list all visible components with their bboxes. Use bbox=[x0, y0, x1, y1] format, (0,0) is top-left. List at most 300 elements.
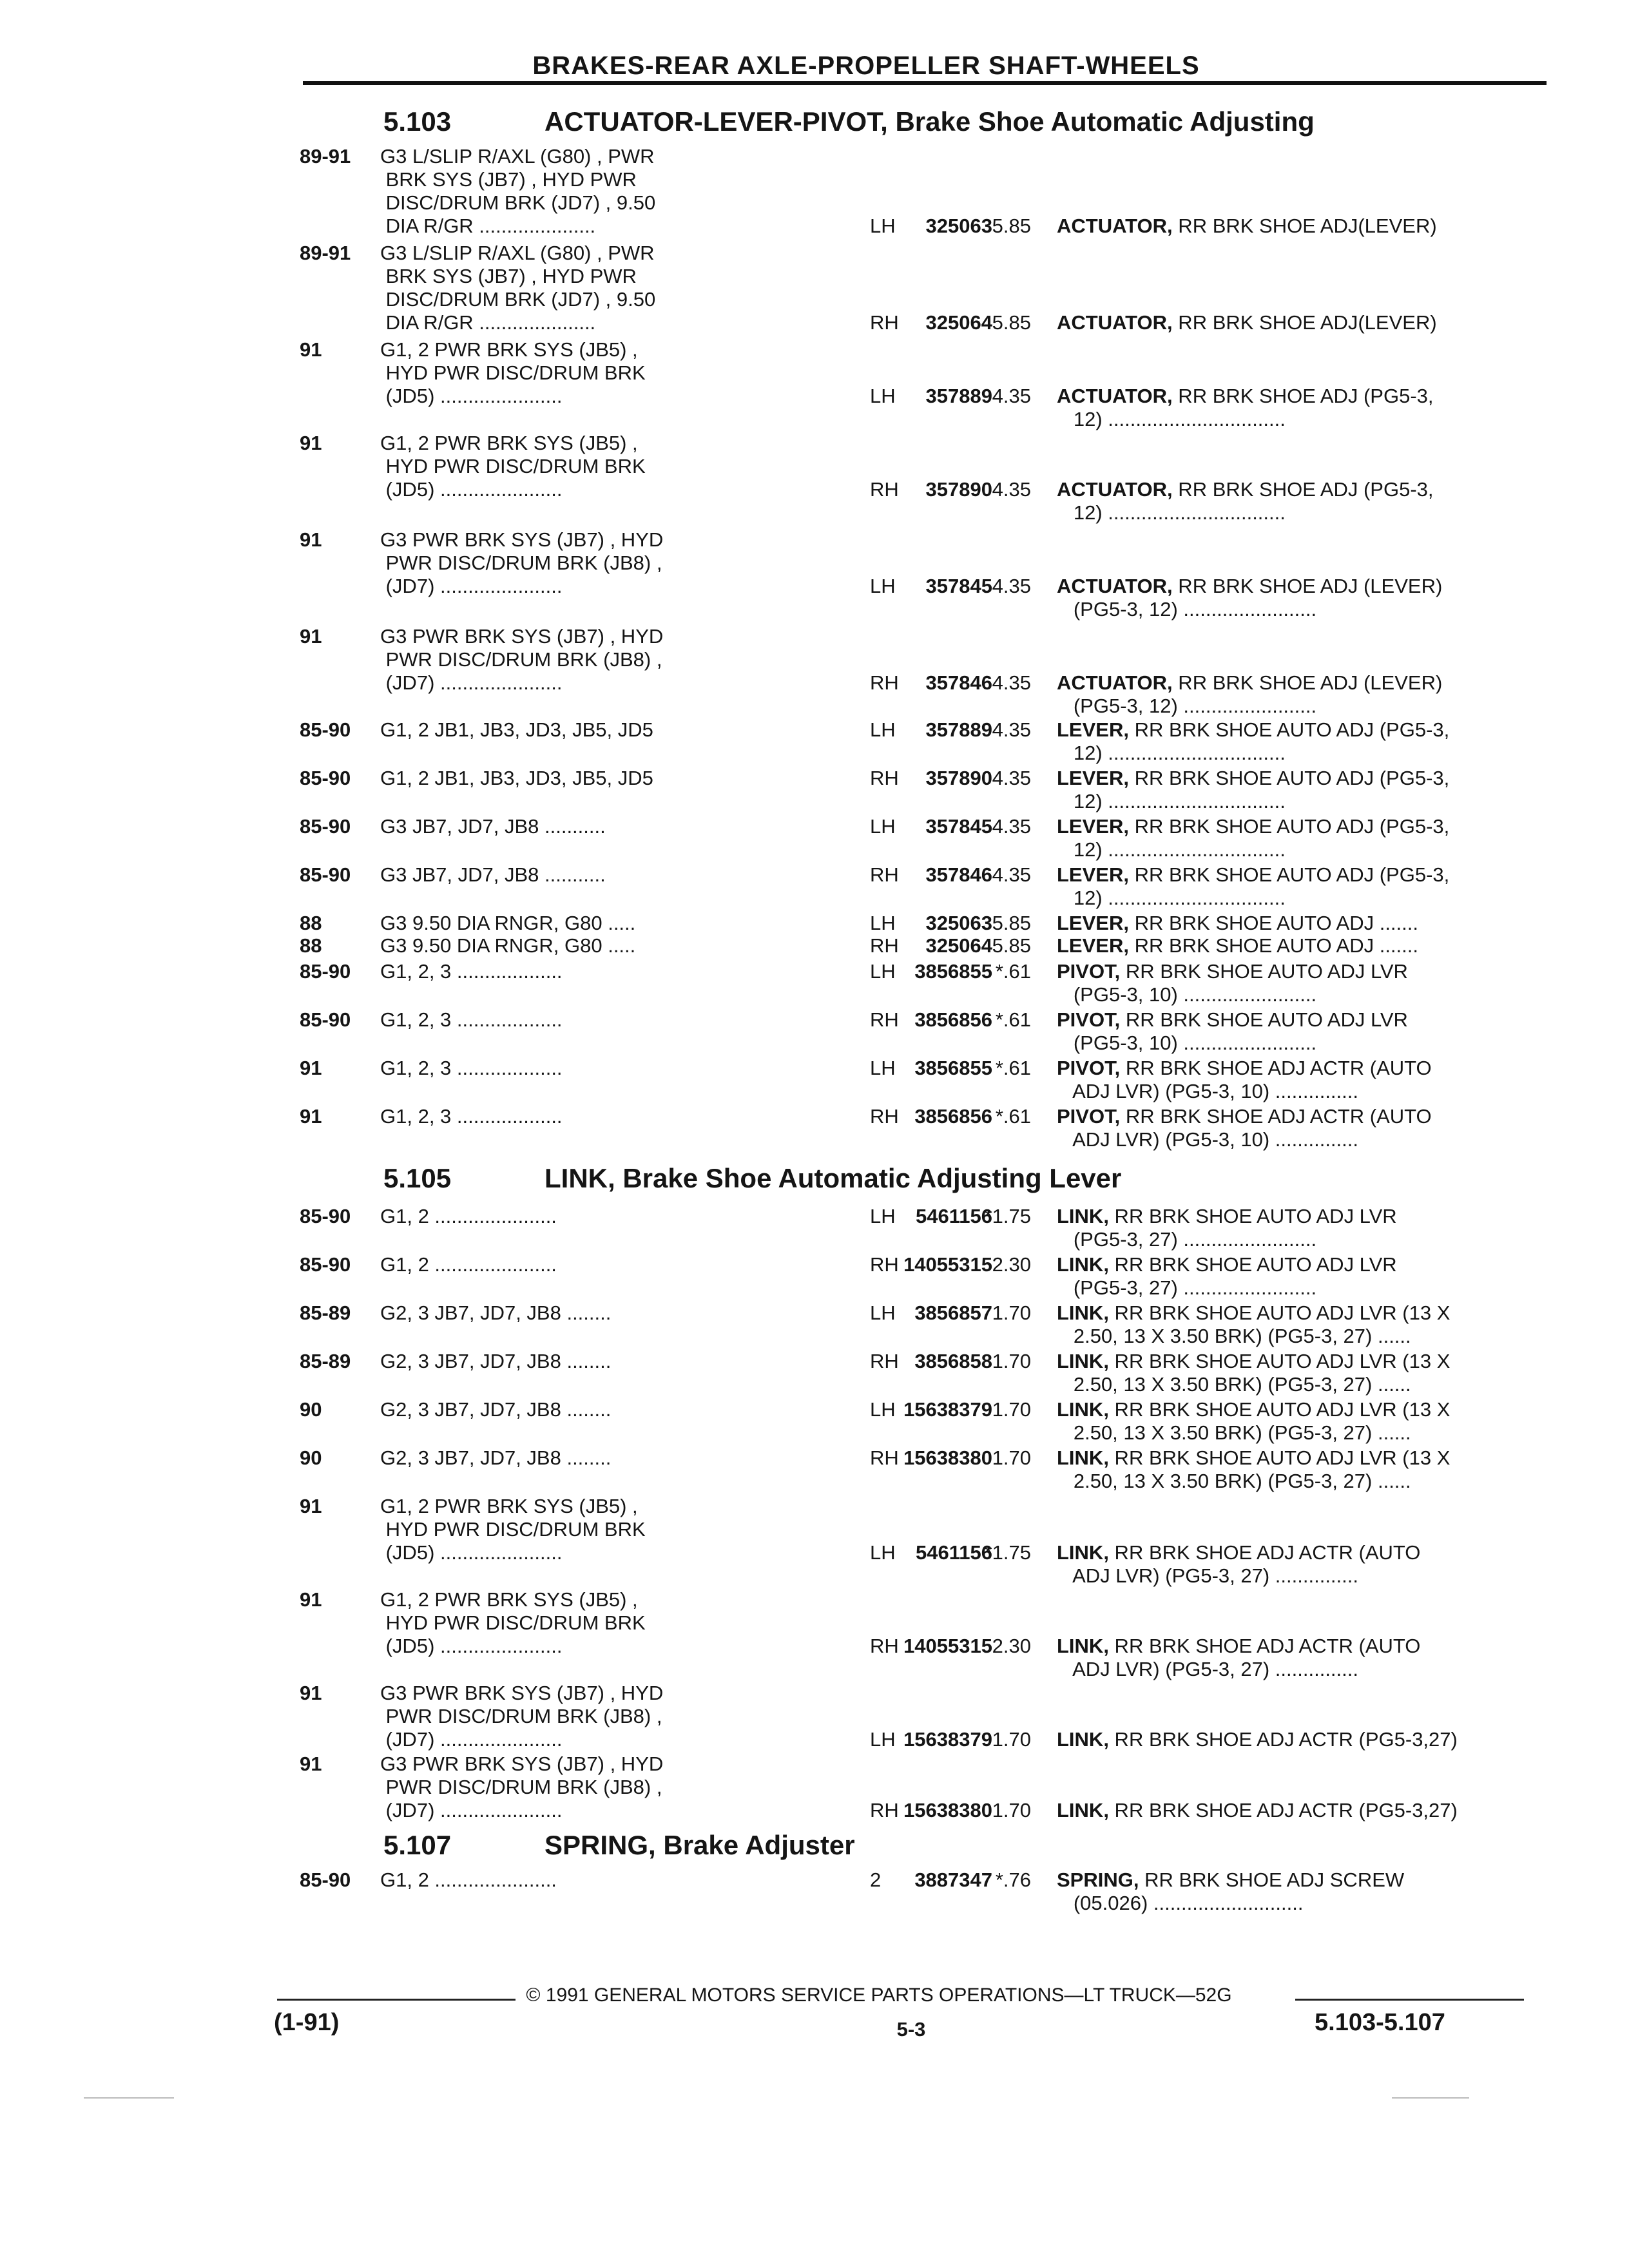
model-years: 91 bbox=[300, 528, 322, 551]
unit-price: 4.35 bbox=[992, 863, 1031, 886]
part-number: 5461156 bbox=[916, 1205, 992, 1227]
application-line: (JD5) ...................... bbox=[380, 1541, 563, 1564]
side-or-qty: RH bbox=[870, 1446, 899, 1469]
application-line: DISC/DRUM BRK (JD7) , 9.50 bbox=[380, 288, 656, 311]
part-description bbox=[1057, 767, 1449, 790]
part-row bbox=[300, 912, 1524, 935]
side-or-qty: RH bbox=[870, 1008, 899, 1031]
part-row bbox=[300, 1753, 1524, 1822]
page-header-title: BRAKES-REAR AXLE-PROPELLER SHAFT-WHEELS bbox=[532, 52, 1200, 80]
part-description-continued: 12) ................................ bbox=[1057, 501, 1286, 524]
model-years: 85-90 bbox=[300, 815, 351, 838]
part-row bbox=[300, 1495, 1524, 1587]
model-years: 91 bbox=[300, 1682, 322, 1704]
side-or-qty: LH bbox=[870, 815, 896, 838]
part-description bbox=[1057, 863, 1449, 887]
unit-price: 4.35 bbox=[992, 767, 1031, 789]
part-description bbox=[1057, 1205, 1397, 1228]
part-description-text: RR BRK SHOE ADJ(LEVER) bbox=[1172, 215, 1437, 237]
part-name: PIVOT, bbox=[1057, 960, 1121, 983]
part-description bbox=[1057, 1869, 1404, 1892]
part-name: LEVER, bbox=[1057, 863, 1129, 886]
side-or-qty: RH bbox=[870, 478, 899, 501]
part-row bbox=[300, 1253, 1524, 1300]
part-description-continued: 12) ................................ bbox=[1057, 742, 1286, 764]
side-or-qty: RH bbox=[870, 767, 899, 789]
unit-price: *.76 bbox=[995, 1869, 1031, 1891]
part-description-continued: (PG5-3, 12) ........................ bbox=[1057, 695, 1317, 717]
part-description-continued: (PG5-3, 27) ........................ bbox=[1057, 1276, 1317, 1299]
side-or-qty: LH bbox=[870, 1302, 896, 1324]
model-years: 85-90 bbox=[300, 767, 351, 789]
application-line: G1, 2, 3 ................... bbox=[380, 960, 563, 983]
part-number: 3887347 bbox=[914, 1869, 992, 1891]
side-or-qty: LH bbox=[870, 1398, 896, 1421]
part-description bbox=[1057, 912, 1418, 935]
part-description-continued: 2.50, 13 X 3.50 BRK) (PG5-3, 27) ...... bbox=[1057, 1421, 1411, 1444]
part-name: LINK, bbox=[1057, 1446, 1109, 1469]
unit-price: *.61 bbox=[995, 1105, 1031, 1128]
application-line: G2, 3 JB7, JD7, JB8 ........ bbox=[380, 1302, 612, 1324]
part-description-text: RR BRK SHOE ADJ (LEVER) bbox=[1172, 575, 1443, 597]
model-years: 85-89 bbox=[300, 1302, 351, 1324]
part-name: ACTUATOR, bbox=[1057, 575, 1173, 597]
part-name: LEVER, bbox=[1057, 718, 1129, 741]
unit-price: *.61 bbox=[995, 1008, 1031, 1031]
model-years: 89-91 bbox=[300, 242, 351, 264]
model-years: 85-89 bbox=[300, 1350, 351, 1372]
part-description-text: RR BRK SHOE AUTO ADJ (PG5-3, bbox=[1128, 863, 1450, 886]
part-row bbox=[300, 1682, 1524, 1751]
unit-price: 1.70 bbox=[992, 1302, 1031, 1324]
part-number: 3856856 bbox=[914, 1105, 992, 1128]
part-description-continued: ADJ LVR) (PG5-3, 10) ............... bbox=[1057, 1128, 1358, 1151]
model-years: 85-90 bbox=[300, 718, 351, 741]
part-description-continued: (05.026) ........................... bbox=[1057, 1892, 1304, 1914]
part-description bbox=[1057, 575, 1442, 598]
part-name: LINK, bbox=[1057, 1302, 1109, 1324]
part-number: 325063 bbox=[925, 215, 992, 237]
part-row bbox=[300, 432, 1524, 524]
side-or-qty: RH bbox=[870, 934, 899, 957]
application-line: (JD7) ...................... bbox=[380, 1799, 563, 1821]
model-years: 91 bbox=[300, 1753, 322, 1775]
section-title: ACTUATOR-LEVER-PIVOT, Brake Shoe Automatic Adjusting bbox=[545, 106, 1315, 137]
part-row bbox=[300, 1350, 1524, 1396]
model-years: 91 bbox=[300, 338, 322, 361]
part-description bbox=[1057, 1541, 1420, 1564]
application-line: DIA R/GR ..................... bbox=[380, 215, 596, 237]
model-years: 90 bbox=[300, 1398, 322, 1421]
side-or-qty: LH bbox=[870, 575, 896, 597]
part-row bbox=[300, 815, 1524, 861]
side-or-qty: LH bbox=[870, 960, 896, 983]
part-description-continued: (PG5-3, 10) ........................ bbox=[1057, 983, 1317, 1006]
application-line: G3 9.50 DIA RNGR, G80 ..... bbox=[380, 912, 636, 934]
model-years: 90 bbox=[300, 1446, 322, 1469]
unit-price: *1.75 bbox=[984, 1205, 1031, 1227]
part-row bbox=[300, 1588, 1524, 1680]
application-line: HYD PWR DISC/DRUM BRK bbox=[380, 455, 646, 477]
part-row bbox=[300, 1057, 1524, 1103]
part-description-text: RR BRK SHOE AUTO ADJ LVR bbox=[1120, 960, 1408, 983]
part-name: PIVOT, bbox=[1057, 1008, 1121, 1031]
part-description-text: RR BRK SHOE AUTO ADJ LVR bbox=[1120, 1008, 1408, 1031]
part-number: 357889 bbox=[925, 718, 992, 741]
part-description-text: RR BRK SHOE AUTO ADJ LVR bbox=[1108, 1205, 1397, 1227]
part-number: 5461156 bbox=[916, 1541, 992, 1564]
application-line: G1, 2 JB1, JB3, JD3, JB5, JD5 bbox=[380, 767, 653, 789]
part-description bbox=[1057, 478, 1434, 501]
part-number: 357889 bbox=[925, 385, 992, 407]
part-description-continued: 2.50, 13 X 3.50 BRK) (PG5-3, 27) ...... bbox=[1057, 1373, 1411, 1396]
part-name: LINK, bbox=[1057, 1728, 1109, 1751]
part-name: LEVER, bbox=[1057, 767, 1129, 789]
model-years: 91 bbox=[300, 1105, 322, 1128]
part-description-text: RR BRK SHOE AUTO ADJ LVR (13 X bbox=[1108, 1302, 1451, 1324]
model-years: 85-90 bbox=[300, 1869, 351, 1891]
part-description-text: RR BRK SHOE AUTO ADJ (PG5-3, bbox=[1128, 767, 1450, 789]
section-number: 5.103 bbox=[383, 106, 452, 137]
application-line: G1, 2 ...................... bbox=[380, 1253, 557, 1276]
unit-price: 5.85 bbox=[992, 215, 1031, 237]
part-row bbox=[300, 1869, 1524, 1915]
part-description-continued: (PG5-3, 10) ........................ bbox=[1057, 1032, 1317, 1054]
application-line: PWR DISC/DRUM BRK (JB8) , bbox=[380, 552, 662, 574]
part-description-continued: ADJ LVR) (PG5-3, 27) ............... bbox=[1057, 1564, 1358, 1587]
part-number: 3856855 bbox=[914, 1057, 992, 1079]
model-years: 85-90 bbox=[300, 960, 351, 983]
part-number: 357845 bbox=[925, 575, 992, 597]
part-row bbox=[300, 1105, 1524, 1151]
part-name: LINK, bbox=[1057, 1398, 1109, 1421]
section-heading bbox=[383, 1830, 855, 1861]
part-row bbox=[300, 934, 1524, 957]
part-number: 357845 bbox=[925, 815, 992, 838]
part-row bbox=[300, 338, 1524, 430]
application-line: G3 L/SLIP R/AXL (G80) , PWR bbox=[380, 145, 655, 168]
part-name: LINK, bbox=[1057, 1541, 1109, 1564]
unit-price: 4.35 bbox=[992, 718, 1031, 741]
part-number: 15638379 bbox=[903, 1728, 992, 1751]
model-years: 85-90 bbox=[300, 863, 351, 886]
application-line: PWR DISC/DRUM BRK (JB8) , bbox=[380, 1705, 662, 1727]
unit-price: 4.35 bbox=[992, 385, 1031, 407]
section-heading bbox=[383, 1163, 1121, 1194]
application-line: (JD5) ...................... bbox=[380, 478, 563, 501]
unit-price: 5.85 bbox=[992, 934, 1031, 957]
part-description-continued: (PG5-3, 27) ........................ bbox=[1057, 1228, 1317, 1251]
part-description bbox=[1057, 215, 1437, 238]
part-number: 15638380 bbox=[903, 1446, 992, 1469]
application-line: G2, 3 JB7, JD7, JB8 ........ bbox=[380, 1350, 612, 1372]
part-description bbox=[1057, 1350, 1450, 1373]
side-or-qty: RH bbox=[870, 1635, 899, 1657]
side-or-qty: RH bbox=[870, 311, 899, 334]
part-description-text: RR BRK SHOE ADJ ACTR (AUTO bbox=[1120, 1105, 1432, 1128]
part-description bbox=[1057, 1105, 1432, 1128]
part-description bbox=[1057, 1635, 1420, 1658]
application-line: G1, 2 ...................... bbox=[380, 1205, 557, 1227]
application-line: BRK SYS (JB7) , HYD PWR bbox=[380, 265, 637, 287]
unit-price: 4.35 bbox=[992, 575, 1031, 597]
part-row bbox=[300, 1398, 1524, 1445]
part-name: LINK, bbox=[1057, 1635, 1109, 1657]
part-name: LINK, bbox=[1057, 1350, 1109, 1372]
side-or-qty: RH bbox=[870, 1105, 899, 1128]
part-number: 325063 bbox=[925, 912, 992, 934]
part-name: LINK, bbox=[1057, 1205, 1109, 1227]
unit-price: 1.70 bbox=[992, 1398, 1031, 1421]
unit-price: 2.30 bbox=[992, 1253, 1031, 1276]
part-description-text: RR BRK SHOE AUTO ADJ (PG5-3, bbox=[1128, 718, 1450, 741]
part-number: 325064 bbox=[925, 311, 992, 334]
side-or-qty: RH bbox=[870, 863, 899, 886]
part-description bbox=[1057, 1398, 1450, 1421]
section-number: 5.105 bbox=[383, 1163, 452, 1193]
application-line: (JD7) ...................... bbox=[380, 671, 563, 694]
part-description-continued: 2.50, 13 X 3.50 BRK) (PG5-3, 27) ...... bbox=[1057, 1325, 1411, 1347]
application-line: G1, 2 JB1, JB3, JD3, JB5, JD5 bbox=[380, 718, 653, 741]
part-description-text: RR BRK SHOE AUTO ADJ LVR (13 X bbox=[1108, 1446, 1451, 1469]
side-or-qty: 2 bbox=[870, 1869, 882, 1891]
part-row bbox=[300, 1446, 1524, 1493]
part-description-text: RR BRK SHOE AUTO ADJ ....... bbox=[1128, 912, 1418, 934]
unit-price: 4.35 bbox=[992, 671, 1031, 694]
part-description bbox=[1057, 1057, 1432, 1080]
part-description bbox=[1057, 718, 1449, 742]
part-description bbox=[1057, 1799, 1458, 1822]
part-description-text: RR BRK SHOE ADJ ACTR (PG5-3,27) bbox=[1108, 1799, 1458, 1821]
part-name: SPRING, bbox=[1057, 1869, 1139, 1891]
part-number: 357890 bbox=[925, 478, 992, 501]
part-description-continued: 12) ................................ bbox=[1057, 790, 1286, 812]
unit-price: 5.85 bbox=[992, 311, 1031, 334]
model-years: 91 bbox=[300, 432, 322, 454]
section-number: 5.107 bbox=[383, 1830, 452, 1860]
part-row bbox=[300, 718, 1524, 765]
model-years: 91 bbox=[300, 625, 322, 648]
part-description bbox=[1057, 385, 1434, 408]
part-description bbox=[1057, 671, 1442, 695]
part-number: 15638379 bbox=[903, 1398, 992, 1421]
part-name: LEVER, bbox=[1057, 912, 1129, 934]
unit-price: 4.35 bbox=[992, 478, 1031, 501]
side-or-qty: LH bbox=[870, 215, 896, 237]
part-number: 357846 bbox=[925, 863, 992, 886]
application-line: G1, 2 PWR BRK SYS (JB5) , bbox=[380, 432, 638, 454]
scan-speck bbox=[84, 2097, 174, 2099]
model-years: 91 bbox=[300, 1495, 322, 1517]
unit-price: 4.35 bbox=[992, 815, 1031, 838]
part-name: PIVOT, bbox=[1057, 1057, 1121, 1079]
part-number: 15638380 bbox=[903, 1799, 992, 1821]
part-description bbox=[1057, 311, 1437, 334]
unit-price: *.61 bbox=[995, 960, 1031, 983]
part-description-continued: 12) ................................ bbox=[1057, 408, 1286, 430]
part-description-continued: ADJ LVR) (PG5-3, 27) ............... bbox=[1057, 1658, 1358, 1680]
footer-copyright: © 1991 GENERAL MOTORS SERVICE PARTS OPERATIONS—LT TRUCK—52G bbox=[526, 1984, 1232, 2006]
footer-revision-date: (1-91) bbox=[274, 2009, 340, 2036]
unit-price: 2.30 bbox=[992, 1635, 1031, 1657]
footer-page-number: 5-3 bbox=[896, 2018, 926, 2041]
part-description bbox=[1057, 1728, 1458, 1751]
application-line: G3 PWR BRK SYS (JB7) , HYD bbox=[380, 528, 664, 551]
part-description-text: RR BRK SHOE AUTO ADJ ....... bbox=[1128, 934, 1418, 957]
model-years: 85-90 bbox=[300, 1008, 351, 1031]
application-line: G1, 2 PWR BRK SYS (JB5) , bbox=[380, 338, 638, 361]
part-number: 14055315 bbox=[903, 1253, 992, 1276]
model-years: 85-90 bbox=[300, 1205, 351, 1227]
part-description-text: RR BRK SHOE AUTO ADJ LVR (13 X bbox=[1108, 1398, 1451, 1421]
part-description-continued: 12) ................................ bbox=[1057, 838, 1286, 861]
part-description-text: RR BRK SHOE AUTO ADJ (PG5-3, bbox=[1128, 815, 1450, 838]
part-row bbox=[300, 767, 1524, 813]
part-description bbox=[1057, 960, 1408, 983]
part-row bbox=[300, 145, 1524, 238]
part-description-text: RR BRK SHOE ADJ ACTR (AUTO bbox=[1108, 1541, 1421, 1564]
part-name: LINK, bbox=[1057, 1253, 1109, 1276]
part-number: 325064 bbox=[925, 934, 992, 957]
side-or-qty: LH bbox=[870, 718, 896, 741]
part-description-continued: 2.50, 13 X 3.50 BRK) (PG5-3, 27) ...... bbox=[1057, 1470, 1411, 1492]
part-description-text: RR BRK SHOE ADJ ACTR (AUTO bbox=[1120, 1057, 1432, 1079]
part-description-text: RR BRK SHOE AUTO ADJ LVR (13 X bbox=[1108, 1350, 1451, 1372]
application-line: PWR DISC/DRUM BRK (JB8) , bbox=[380, 648, 662, 671]
header-rule bbox=[303, 81, 1547, 85]
part-description bbox=[1057, 815, 1449, 838]
part-row bbox=[300, 625, 1524, 717]
unit-price: *.61 bbox=[995, 1057, 1031, 1079]
part-row bbox=[300, 242, 1524, 334]
part-row bbox=[300, 1302, 1524, 1348]
part-number: 357846 bbox=[925, 671, 992, 694]
application-line: G1, 2, 3 ................... bbox=[380, 1008, 563, 1031]
part-description-text: RR BRK SHOE ADJ (PG5-3, bbox=[1172, 385, 1434, 407]
part-number: 3856857 bbox=[914, 1302, 992, 1324]
side-or-qty: LH bbox=[870, 1057, 896, 1079]
application-line: G3 PWR BRK SYS (JB7) , HYD bbox=[380, 1753, 664, 1775]
application-line: (JD5) ...................... bbox=[380, 385, 563, 407]
side-or-qty: RH bbox=[870, 1253, 899, 1276]
application-line: G2, 3 JB7, JD7, JB8 ........ bbox=[380, 1446, 612, 1469]
part-name: LINK, bbox=[1057, 1799, 1109, 1821]
application-line: PWR DISC/DRUM BRK (JB8) , bbox=[380, 1776, 662, 1798]
application-line: G2, 3 JB7, JD7, JB8 ........ bbox=[380, 1398, 612, 1421]
part-description-text: RR BRK SHOE ADJ (PG5-3, bbox=[1172, 478, 1434, 501]
unit-price: *1.75 bbox=[984, 1541, 1031, 1564]
application-line: HYD PWR DISC/DRUM BRK bbox=[380, 1518, 646, 1541]
unit-price: 1.70 bbox=[992, 1446, 1031, 1469]
part-name: ACTUATOR, bbox=[1057, 385, 1173, 407]
part-description-continued: ADJ LVR) (PG5-3, 10) ............... bbox=[1057, 1080, 1358, 1102]
section-title: LINK, Brake Shoe Automatic Adjusting Lever bbox=[545, 1163, 1122, 1193]
side-or-qty: LH bbox=[870, 1541, 896, 1564]
application-line: G1, 2, 3 ................... bbox=[380, 1057, 563, 1079]
part-name: LEVER, bbox=[1057, 815, 1129, 838]
application-line: G1, 2 ...................... bbox=[380, 1869, 557, 1891]
part-number: 3856856 bbox=[914, 1008, 992, 1031]
part-name: ACTUATOR, bbox=[1057, 215, 1173, 237]
section-heading bbox=[383, 106, 1315, 137]
application-line: G3 JB7, JD7, JB8 ........... bbox=[380, 863, 606, 886]
part-description bbox=[1057, 1008, 1408, 1032]
side-or-qty: RH bbox=[870, 1799, 899, 1821]
application-line: G3 PWR BRK SYS (JB7) , HYD bbox=[380, 1682, 664, 1704]
application-line: G3 9.50 DIA RNGR, G80 ..... bbox=[380, 934, 636, 957]
application-line: G3 PWR BRK SYS (JB7) , HYD bbox=[380, 625, 664, 648]
part-number: 14055315 bbox=[903, 1635, 992, 1657]
model-years: 91 bbox=[300, 1057, 322, 1079]
application-line: G3 L/SLIP R/AXL (G80) , PWR bbox=[380, 242, 655, 264]
part-description-continued: (PG5-3, 12) ........................ bbox=[1057, 598, 1317, 620]
application-line: HYD PWR DISC/DRUM BRK bbox=[380, 361, 646, 384]
part-name: ACTUATOR, bbox=[1057, 311, 1173, 334]
part-row bbox=[300, 1008, 1524, 1055]
footer-section-range: 5.103-5.107 bbox=[1315, 2009, 1445, 2036]
unit-price: 1.70 bbox=[992, 1799, 1031, 1821]
application-line: (JD5) ...................... bbox=[380, 1635, 563, 1657]
scan-speck bbox=[1392, 2097, 1469, 2099]
unit-price: 5.85 bbox=[992, 912, 1031, 934]
model-years: 88 bbox=[300, 934, 322, 957]
part-description-text: RR BRK SHOE ADJ ACTR (AUTO bbox=[1108, 1635, 1421, 1657]
part-description bbox=[1057, 1302, 1450, 1325]
application-line: G1, 2, 3 ................... bbox=[380, 1105, 563, 1128]
side-or-qty: LH bbox=[870, 1205, 896, 1227]
part-description-text: RR BRK SHOE ADJ(LEVER) bbox=[1172, 311, 1437, 334]
part-description-text: RR BRK SHOE ADJ (LEVER) bbox=[1172, 671, 1443, 694]
side-or-qty: RH bbox=[870, 1350, 899, 1372]
part-row bbox=[300, 960, 1524, 1006]
part-row bbox=[300, 528, 1524, 620]
part-description-continued: 12) ................................ bbox=[1057, 887, 1286, 909]
part-name: ACTUATOR, bbox=[1057, 671, 1173, 694]
side-or-qty: LH bbox=[870, 385, 896, 407]
application-line: DIA R/GR ..................... bbox=[380, 311, 596, 334]
part-number: 3856858 bbox=[914, 1350, 992, 1372]
side-or-qty: LH bbox=[870, 1728, 896, 1751]
part-description bbox=[1057, 1253, 1397, 1276]
model-years: 89-91 bbox=[300, 145, 351, 168]
application-line: G1, 2 PWR BRK SYS (JB5) , bbox=[380, 1588, 638, 1611]
part-row bbox=[300, 1205, 1524, 1251]
application-line: (JD7) ...................... bbox=[380, 1728, 563, 1751]
part-name: LEVER, bbox=[1057, 934, 1129, 957]
model-years: 88 bbox=[300, 912, 322, 934]
application-line: G1, 2 PWR BRK SYS (JB5) , bbox=[380, 1495, 638, 1517]
application-line: G3 JB7, JD7, JB8 ........... bbox=[380, 815, 606, 838]
part-number: 357890 bbox=[925, 767, 992, 789]
part-name: ACTUATOR, bbox=[1057, 478, 1173, 501]
part-description bbox=[1057, 934, 1418, 957]
application-line: DISC/DRUM BRK (JD7) , 9.50 bbox=[380, 191, 656, 214]
application-line: HYD PWR DISC/DRUM BRK bbox=[380, 1611, 646, 1634]
part-description-text: RR BRK SHOE ADJ SCREW bbox=[1139, 1869, 1405, 1891]
part-description-text: RR BRK SHOE AUTO ADJ LVR bbox=[1108, 1253, 1397, 1276]
unit-price: 1.70 bbox=[992, 1728, 1031, 1751]
side-or-qty: LH bbox=[870, 912, 896, 934]
model-years: 91 bbox=[300, 1588, 322, 1611]
part-description-text: RR BRK SHOE ADJ ACTR (PG5-3,27) bbox=[1108, 1728, 1458, 1751]
part-row bbox=[300, 863, 1524, 910]
unit-price: 1.70 bbox=[992, 1350, 1031, 1372]
model-years: 85-90 bbox=[300, 1253, 351, 1276]
side-or-qty: RH bbox=[870, 671, 899, 694]
application-line: BRK SYS (JB7) , HYD PWR bbox=[380, 168, 637, 191]
section-title: SPRING, Brake Adjuster bbox=[545, 1830, 855, 1860]
part-description bbox=[1057, 1446, 1450, 1470]
